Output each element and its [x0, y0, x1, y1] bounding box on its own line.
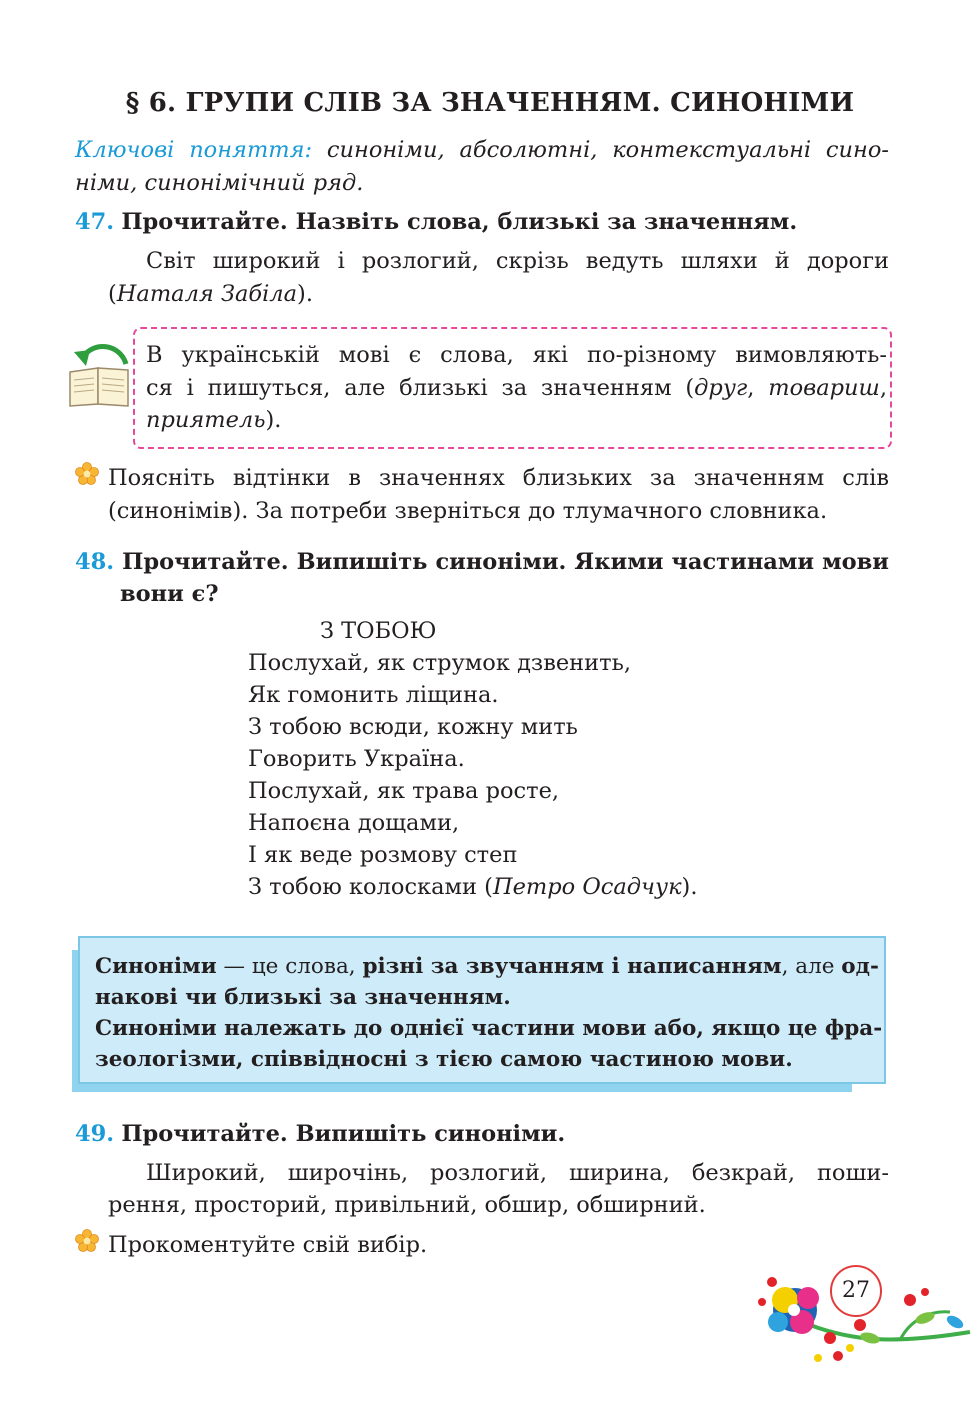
book-icon: [64, 334, 136, 410]
definition-line-3: Синоніми належать до однієї частини мови або, якщо це фра-: [95, 1016, 883, 1041]
exercise-instruction: Прочитайте. Випишіть синоніми. Якими частинами мови: [122, 549, 889, 575]
poem-line-last: З тобою колосками (Петро Осадчук).: [248, 874, 698, 900]
page-number: 27: [830, 1265, 882, 1317]
task-47-line-1: Поясніть відтінки в значеннях близьких за значенням слів: [108, 465, 889, 491]
poem-line: І як веде розмову степ: [248, 842, 518, 868]
author: Наталя Забіла: [116, 281, 298, 307]
exercise-49-heading: [75, 1118, 565, 1151]
poem-line: З тобою всюди, кожну мить: [248, 714, 578, 740]
poem-title: З ТОБОЮ: [320, 618, 437, 644]
key-concepts-line-2: німи, синонімічний ряд.: [75, 170, 364, 196]
definition-line-4: зеологізми, співвідносні з тією самою частиною мови.: [95, 1047, 793, 1072]
exercise-48-heading: [75, 546, 889, 579]
poem-author: Петро Осадчук: [492, 874, 682, 900]
exercise-49-text-line-1: Широкий, широчінь, розлогий, ширина, безкрай, поши-: [146, 1160, 889, 1186]
exercise-instruction: Прочитайте. Випишіть синоніми.: [121, 1121, 566, 1147]
exercise-47-text-line-1: Світ широкий і розлогий, скрізь ведуть шляхи й дороги: [146, 248, 889, 274]
flower-icon: [75, 1229, 99, 1253]
exercise-47-heading: [75, 206, 797, 239]
exercise-instruction: Прочитайте. Назвіть слова, близькі за значенням.: [121, 209, 798, 235]
task-49-text: Прокоментуйте свій вибір.: [108, 1232, 428, 1258]
rule-note-line-1: В українській мові є слова, які по-різному вимовляють-: [146, 342, 887, 368]
exercise-49-text-line-2: рення, просторий, привільний, обшир, обширний.: [108, 1192, 706, 1218]
page-title: § 6. ГРУПИ СЛІВ ЗА ЗНАЧЕННЯМ. СИНОНІМИ: [125, 88, 855, 118]
exercise-47-text-line-2: (Наталя Забіла).: [108, 281, 313, 307]
definition-line-1: Синоніми — це слова, різні за звучанням і написанням, але од-: [95, 954, 879, 979]
flower-icon: [75, 462, 99, 486]
exercise-number: 48.: [75, 549, 115, 575]
rule-note-line-2: ся і пишуться, але близькі за значенням (друг, товариш,: [146, 375, 887, 401]
task-47-line-2: (синонімів). За потреби зверніться до тлумачного словника.: [108, 498, 828, 524]
poem-line: Послухай, як трава росте,: [248, 778, 560, 804]
exercise-number: 47.: [75, 209, 115, 235]
exercise-number: 49.: [75, 1121, 115, 1147]
key-concepts-label: Ключові поняття:: [75, 137, 313, 163]
key-concepts-line-1: [75, 134, 889, 167]
poem-line: Говорить Україна.: [248, 746, 465, 772]
definition-line-2: накові чи близькі за значенням.: [95, 985, 511, 1010]
poem-line: Послухай, як струмок дзвенить,: [248, 650, 632, 676]
key-concepts-text-1: синоніми, абсолютні, контекстуальні сино-: [326, 137, 889, 163]
poem-line: Як гомонить ліщина.: [248, 682, 499, 708]
exercise-48-heading-cont: вони є?: [120, 581, 219, 607]
rule-note-line-3: приятель).: [146, 407, 282, 433]
poem-line: Напоєна дощами,: [248, 810, 460, 836]
